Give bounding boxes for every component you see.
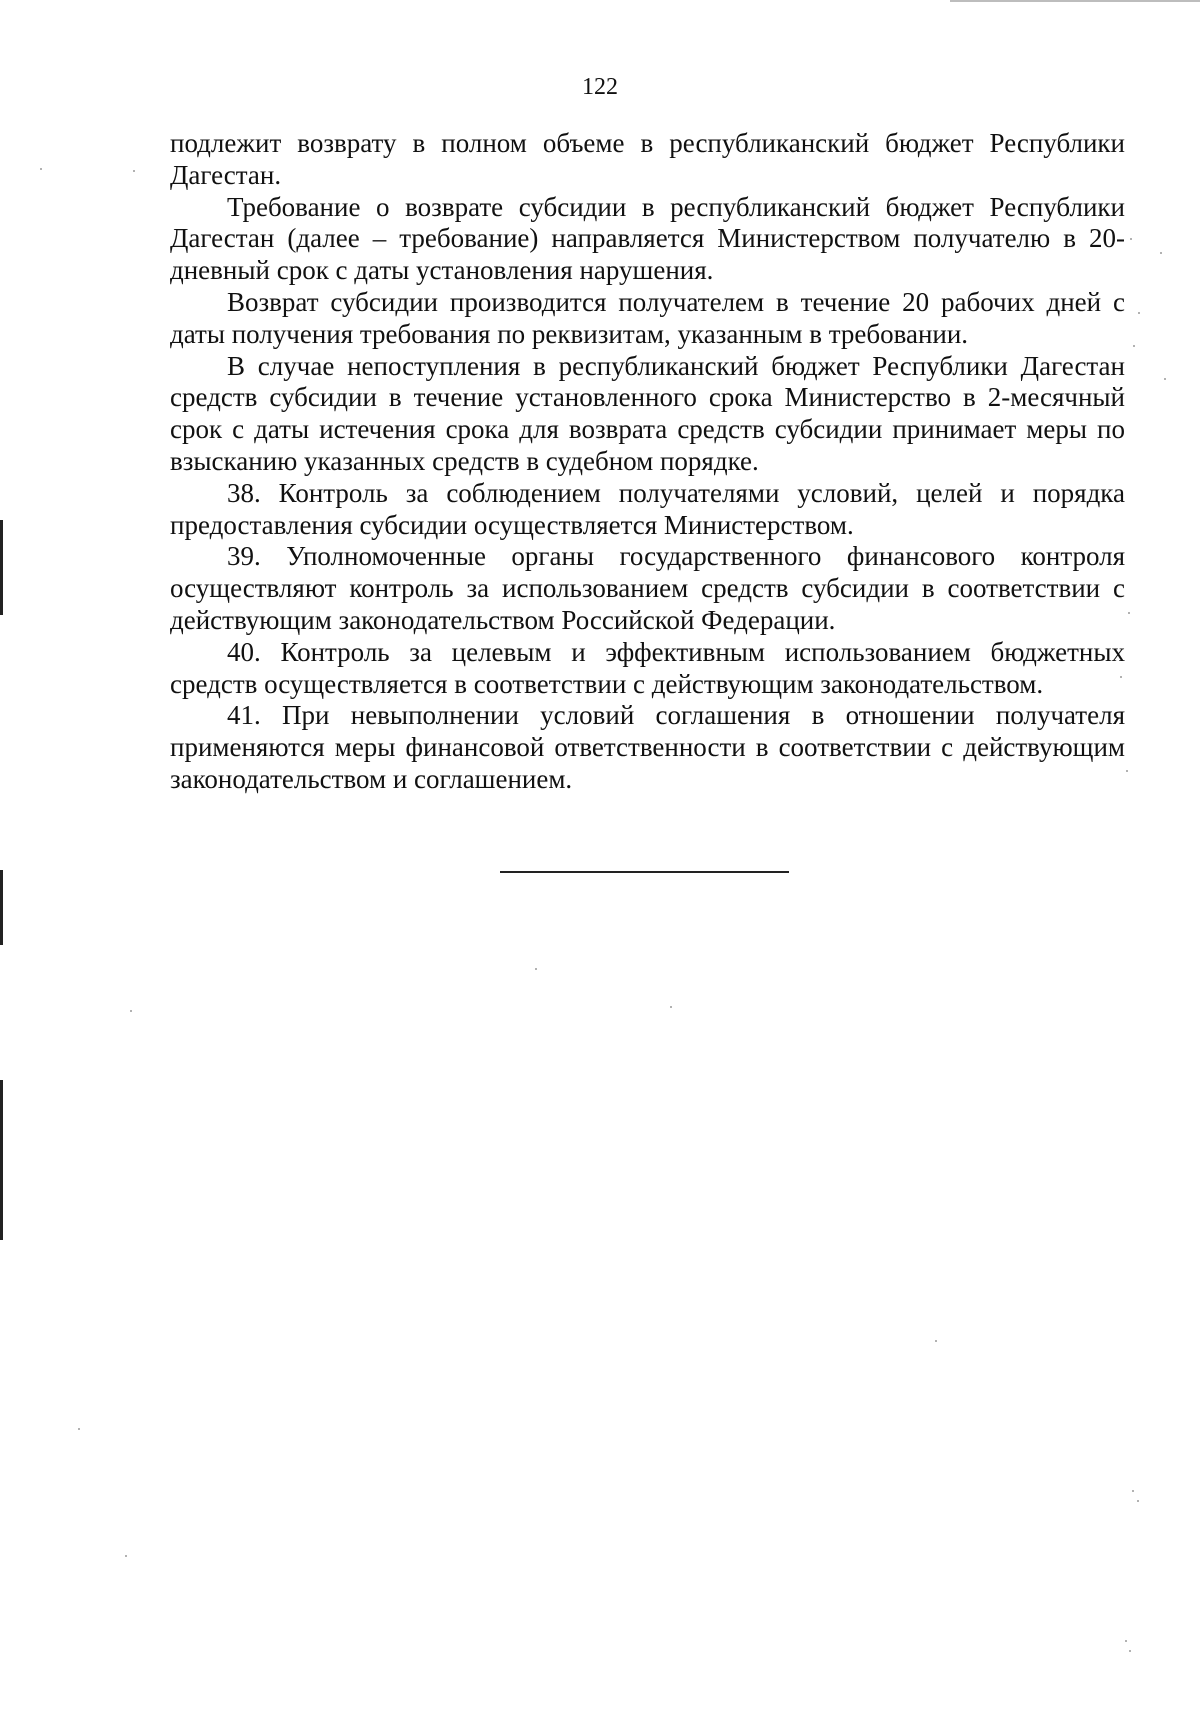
scan-speck	[1125, 1640, 1127, 1642]
paragraph: подлежит возврату в полном объеме в республиканский бюджет Республики Дагестан.	[170, 128, 1125, 190]
paragraph-item-39: 39. Уполномоченные органы государственного финансового контроля осуществляют контроль за использованием средств субсидии в соответствии с действующим законодательством Российской Федерации.	[170, 541, 1125, 635]
scan-edge-mark	[0, 520, 3, 615]
paragraph-item-40: 40. Контроль за целевым и эффективным использованием бюджетных средств осуществляется в соответствии с действующим законодательством.	[170, 636, 1125, 699]
scan-speck	[1126, 770, 1128, 772]
scan-speck	[535, 968, 537, 970]
scan-speck	[670, 1006, 672, 1008]
scan-speck	[1138, 312, 1140, 314]
scan-speck	[1132, 1490, 1134, 1492]
scan-speck	[1128, 612, 1130, 614]
paragraph: В случае непоступления в республиканский бюджет Республики Дагестан средств субсидии в течение установленного срока Министерство в 2-месячный срок с даты истечения срока для возврата средств субсидии принимает меры по взысканию указанных средств в судебном порядке.	[170, 350, 1125, 476]
scan-speck	[1160, 252, 1162, 254]
scan-speck	[1137, 1500, 1139, 1502]
scan-speck	[133, 170, 135, 172]
paragraph: Возврат субсидии производится получателем в течение 20 рабочих дней с даты получения требования по реквизитам, указанным в требовании.	[170, 286, 1125, 349]
scan-speck	[1133, 345, 1135, 347]
paragraph-item-38: 38. Контроль за соблюдением получателями условий, целей и порядка предоставления субсидии осуществляется Министерством.	[170, 477, 1125, 540]
scan-speck	[40, 168, 42, 170]
scan-speck	[130, 1010, 132, 1012]
scan-speck	[1129, 1650, 1131, 1652]
scan-edge-mark	[0, 870, 3, 945]
scan-speck	[935, 1340, 937, 1342]
paragraph-item-41: 41. При невыполнении условий соглашения в отношении получателя применяются меры финансовой ответственности в соответствии с действующим законодательством и соглашением.	[170, 700, 1125, 794]
scan-speck	[1164, 378, 1166, 380]
scan-speck	[125, 1555, 127, 1557]
scan-edge-mark	[0, 1080, 3, 1240]
paragraph: Требование о возврате субсидии в республиканский бюджет Республики Дагестан (далее – требование) направляется Министерством получателю в 20-дневный срок с даты установления нарушения.	[170, 191, 1125, 286]
scan-speck	[1130, 238, 1132, 240]
scan-edge-mark	[950, 0, 1200, 2]
page-number: 122	[582, 74, 618, 100]
scan-speck	[1120, 676, 1122, 678]
document-body	[170, 128, 1125, 796]
scan-speck	[78, 1428, 80, 1430]
end-separator-line	[500, 871, 789, 873]
